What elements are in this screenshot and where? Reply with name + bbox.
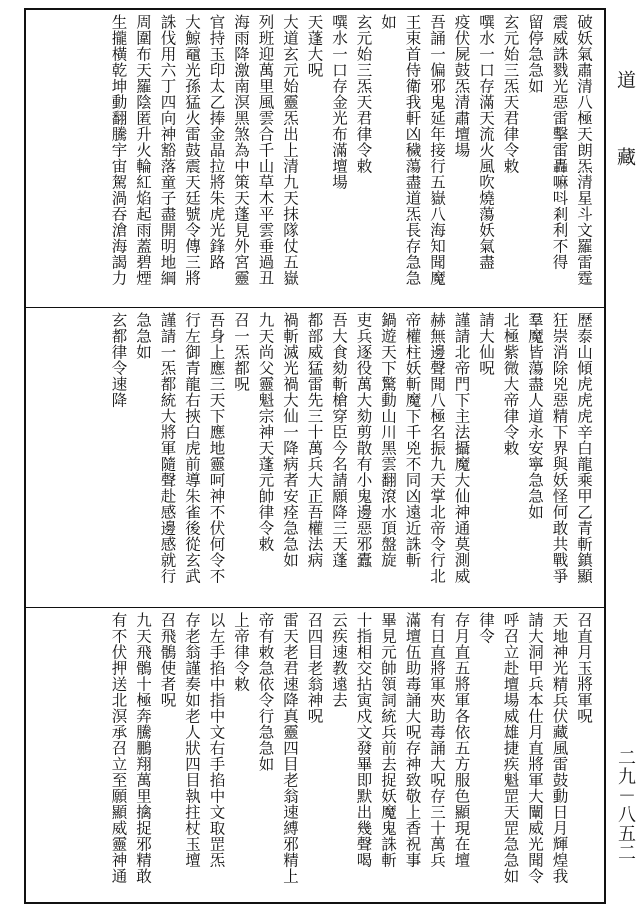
text-column: 周圍布天羅陰匿升火輪紅焰起雨蓋碧煙 <box>134 14 152 286</box>
text-column: 十指相交拈寅戍文發畢即默出幾聲喝 <box>354 612 373 868</box>
side-title: 道 藏 <box>614 70 636 184</box>
text-column: 帝有敕急依令行急急如 <box>256 612 275 772</box>
text-column: 以左手掐中指中文右手掐中文取罡炁 <box>207 612 226 868</box>
text-column: 羣魔皆蕩盡人道永安寧急急如 <box>526 312 544 520</box>
columns-bottom <box>106 612 596 898</box>
text-band-top <box>26 10 604 308</box>
text-column: 存月直五將軍各依五方服色顯現在壇 <box>452 612 471 868</box>
text-column: 震威誅戮光惡雷擊雷轟嘛呌剎利不得 <box>550 14 569 270</box>
text-column: 王束首侍衛我軒凶穢蕩盡道炁長存急急 <box>403 14 422 286</box>
text-column: 呼召立赴壇場威雄捷疾魁罡天罡急急如 <box>501 612 520 884</box>
text-column: 召一炁都呪 <box>232 312 250 392</box>
text-column: 大道玄元始靈炁出上清九天抹隊仗五嶽 <box>281 14 299 286</box>
text-column: 列班迎萬里風雲合千山草木平雲垂過丑 <box>256 14 275 286</box>
text-column: 赫無邊聲聞八極名振九天掌北帝令行北 <box>428 312 446 584</box>
text-column: 噀水一口存滿天流火風吹燒蕩妖氣盡 <box>477 14 495 270</box>
text-column: 鍋遊天下驚動山川黑雲翻滾水頂盤旋 <box>379 312 397 568</box>
text-column: 有日直將軍夾助毒誦大呪存三十萬兵 <box>428 612 446 868</box>
text-column: 九天尚父靈魁宗神天蓬元帥律令敕 <box>256 312 275 552</box>
text-column: 玄元始三炁天君律令敕 <box>354 14 373 174</box>
text-column: 生攏橫乾坤動翻騰宇宙駕渦吞滄海謁力 <box>109 14 128 286</box>
text-column: 召四目老翁神呪 <box>305 612 324 724</box>
text-column: 都部威猛雷先三十萬兵大正吾權法病 <box>305 312 324 568</box>
text-column: 留停急急如 <box>526 14 544 94</box>
text-column: 北極紫微大帝律令敕 <box>501 312 520 456</box>
text-column: 有不伏押送北溟承召立至願顯威靈神通 <box>109 612 128 884</box>
text-band-middle <box>26 308 604 608</box>
text-column: 雷天老君速降真靈四目老翁速縛邪精上 <box>281 612 299 884</box>
text-column: 請大洞甲兵本仕月直將軍大闡威光聞令 <box>526 612 544 884</box>
page-frame <box>24 8 606 904</box>
text-column: 誅伐用六丁四向神豁落童子盡開明地綱 <box>158 14 177 286</box>
text-column: 歷泰山傾虎虎虎辛白龍乘甲乙青斬鎮顯 <box>575 312 593 584</box>
text-column: 急急如 <box>134 312 152 360</box>
text-column: 請大仙呪 <box>477 312 495 376</box>
text-column: 大鯨黿光孫猛火雷鼓震天廷號令傳三將 <box>183 14 201 286</box>
columns-middle <box>106 312 596 603</box>
text-column: 官持玉印太乙捧金晶拉將朱虎光鋒路 <box>207 14 226 270</box>
text-column: 畢見元帥領詞統兵前去捉妖魔鬼誅斬 <box>379 612 397 868</box>
text-column: 如 <box>379 14 397 30</box>
text-column: 行左御青龍右挾白虎前導朱雀後從玄武 <box>183 312 201 584</box>
text-column: 疫伏屍鼓炁清肅壇場 <box>452 14 471 158</box>
text-column: 吾誦一偏邪鬼延年接行五嶽八海知聞魔 <box>428 14 446 286</box>
text-column: 天蓬大呪 <box>305 14 324 78</box>
text-column: 禍斬滅光禍大仙一降病者安痊急急如 <box>281 312 299 568</box>
text-column: 吾大食劾斬槍穿臣今名請願降三天蓬 <box>330 312 348 568</box>
text-column: 存老翁謹奏如老人狀四目執拄杖玉壇 <box>183 612 201 868</box>
text-column: 滿壇伍助毒誦大呪存神致敬上香祝事 <box>403 612 422 868</box>
page-number: 二九－八五二 <box>615 748 636 862</box>
text-column: 帝權柱妖斬魔下千兇不同凶遠近誅斬 <box>403 312 422 568</box>
text-column: 召飛鶻使者呪 <box>158 612 177 708</box>
text-column: 律令 <box>477 612 495 644</box>
text-column: 九天飛鶻十極奔騰鵬翔萬里擒捉邪精敢 <box>134 612 152 884</box>
text-column: 云疾速教遠去 <box>330 612 348 708</box>
text-column: 玄元始三炁天君律令敕 <box>501 14 520 174</box>
text-band-bottom <box>26 608 604 902</box>
text-column: 吏兵逐役萬大劾剪散有小鬼邊惡邪蠹 <box>354 312 373 568</box>
text-column: 玄都律令速降 <box>109 312 128 408</box>
text-column: 天地神光精兵伏藏風雷鼓動日月輝煌我 <box>550 612 569 884</box>
text-column: 吾身上應三天下應地靈呵神不伏何令不 <box>207 312 226 584</box>
text-column: 噀水一口存金光布滿壇場 <box>330 14 348 190</box>
text-column: 海雨降激南溟黑煞為中策天蓬見外宮靈 <box>232 14 250 286</box>
text-column: 謹請北帝門下主法攝魔大仙神通莫測威 <box>452 312 471 584</box>
text-column: 召直月玉將軍呪 <box>575 612 593 724</box>
text-column: 上帝律令敕 <box>232 612 250 692</box>
columns-top <box>106 14 596 303</box>
text-column: 狂崇消除兇惡精下界與妖怪何敢共戰爭 <box>550 312 569 584</box>
text-column: 破妖氣肅清八極天朗炁清星斗文羅雷霆 <box>575 14 593 286</box>
text-column: 謹請一炁都統大將軍隨聲赴感邊感就行 <box>158 312 177 584</box>
